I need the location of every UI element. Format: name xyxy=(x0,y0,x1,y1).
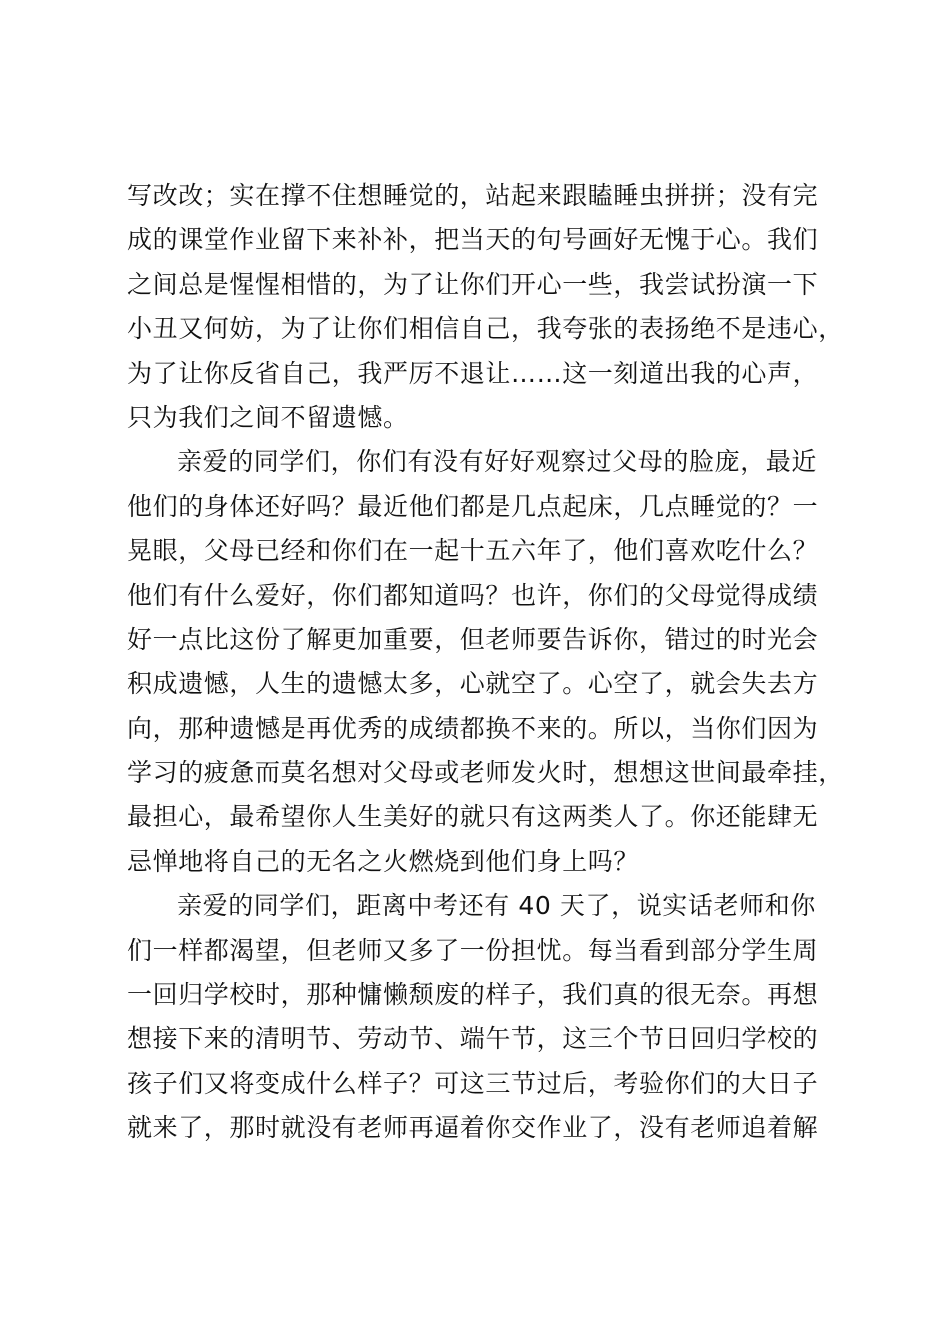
text-line: 写改改；实在撑不住想睡觉的，站起来跟瞌睡虫拼拼；没有完 xyxy=(127,181,819,210)
text-line: 积成遗憾，人生的遗憾太多，心就空了。心空了，就会失去方 xyxy=(127,669,819,699)
text-line: 忌惮地将自己的无名之火燃烧到他们身上吗？ xyxy=(127,846,640,876)
text-line: 就来了，那时就没有老师再逼着你交作业了，没有老师追着解 xyxy=(127,1113,819,1143)
paragraph-1 xyxy=(127,174,847,440)
text-line: 们一样都渴望，但老师又多了一份担忧。每当看到部分学生周 xyxy=(127,935,819,965)
text-line: 为了让你反省自己，我严厉不退让……这一刻道出我的心声， xyxy=(127,358,819,388)
paragraph-3 xyxy=(127,884,847,1150)
text-line: 他们的身体还好吗？最近他们都是几点起床，几点睡觉的？一 xyxy=(127,491,819,521)
text-line: 一回归学校时，那种慵懒颓废的样子，我们真的很无奈。再想 xyxy=(127,980,819,1010)
text-line: 亲爱的同学们，你们有没有好好观察过父母的脸庞，最近 xyxy=(177,447,818,477)
text-line: 他们有什么爱好，你们都知道吗？也许，你们的父母觉得成绩 xyxy=(127,580,819,610)
text-line: 最担心，最希望你人生美好的就只有这两类人了。你还能肆无 xyxy=(127,802,819,832)
text-line: 亲爱的同学们，距离中考还有 40 天了，说实话老师和你 xyxy=(177,891,816,921)
text-line: 小丑又何妨，为了让你们相信自己，我夸张的表扬绝不是违心， xyxy=(127,314,844,344)
text-line: 想接下来的清明节、劳动节、端午节，这三个节日回归学校的 xyxy=(127,1024,819,1054)
text-line: 好一点比这份了解更加重要，但老师要告诉你，错过的时光会 xyxy=(127,624,819,654)
text-line: 向，那种遗憾是再优秀的成绩都换不来的。所以，当你们因为 xyxy=(127,713,819,743)
text-line: 晃眼，父母已经和你们在一起十五六年了，他们喜欢吃什么？ xyxy=(127,536,819,566)
text-line: 成的课堂作业留下来补补，把当天的句号画好无愧于心。我们 xyxy=(127,225,819,255)
text-line: 孩子们又将变成什么样子？可这三节过后，考验你们的大日子 xyxy=(127,1068,819,1098)
text-line: 之间总是惺惺相惜的，为了让你们开心一些，我尝试扮演一下 xyxy=(127,269,819,299)
text-line: 学习的疲惫而莫名想对父母或老师发火时，想想这世间最牵挂， xyxy=(127,758,844,788)
body-text xyxy=(127,174,847,1151)
paragraph-2 xyxy=(127,440,847,884)
text-line: 只为我们之间不留遗憾。 xyxy=(127,402,409,432)
